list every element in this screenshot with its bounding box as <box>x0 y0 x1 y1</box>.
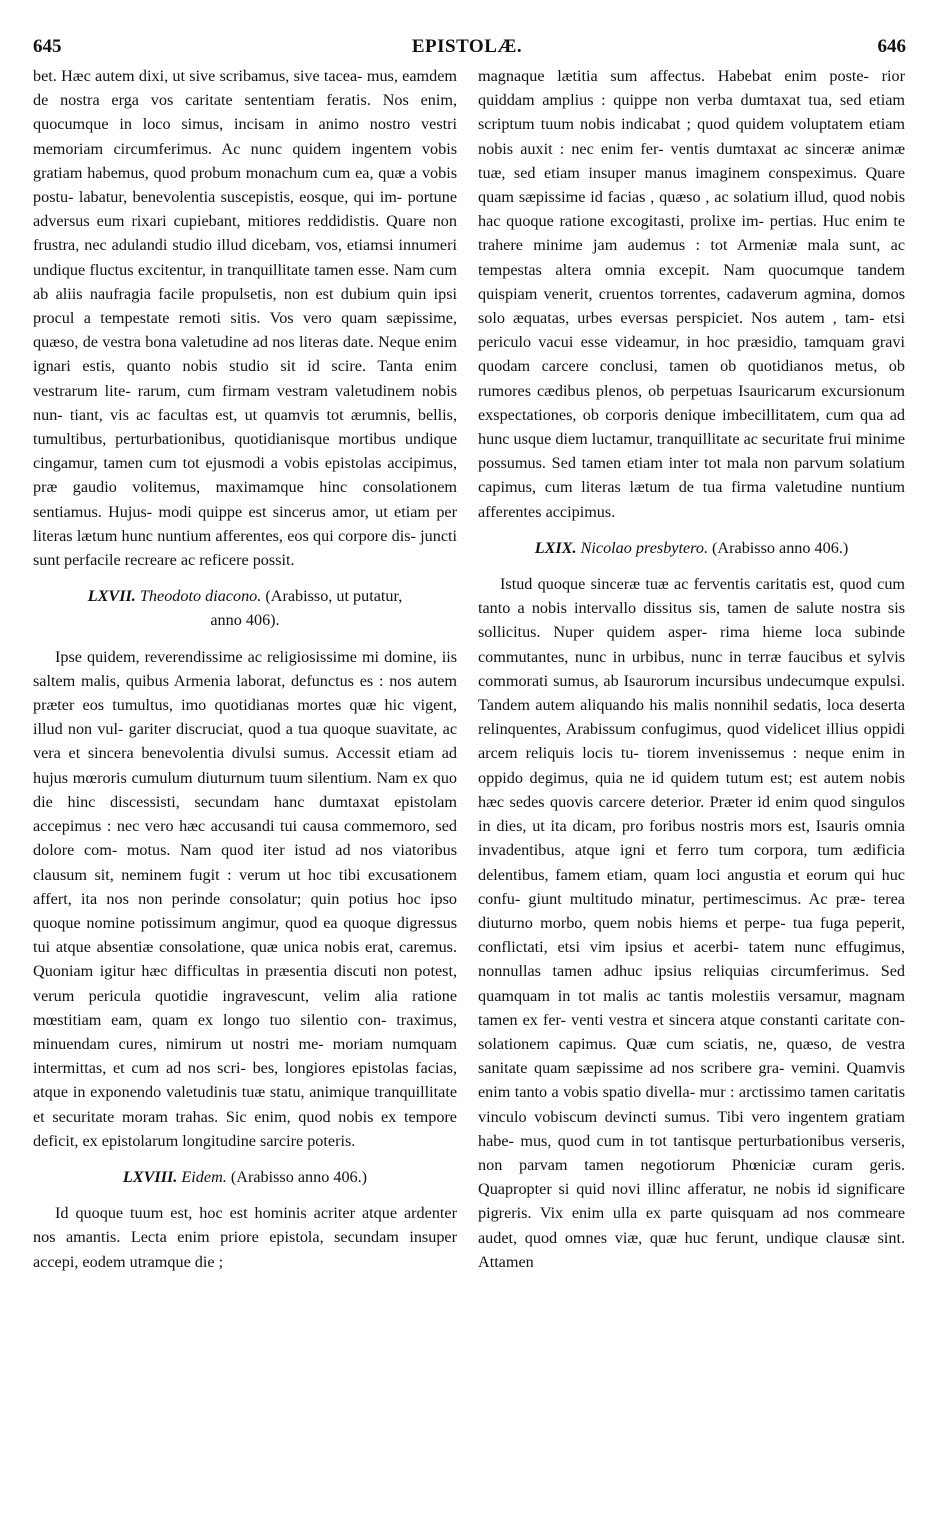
text-line: rarum, cum firmam vestram valetudinem nobis nun- <box>33 381 458 424</box>
text-line: gariter discruciat, quod a tua quoque suavitate, ac <box>128 720 458 739</box>
text-line: Id quoque tuum est, hoc est hominis acriter atque <box>55 1204 398 1223</box>
text-line: accipimus. <box>545 502 616 521</box>
text-line: quod probum monachum cum ea, quæ a vobis postu- <box>33 163 458 207</box>
text-line: rior quiddam amplius : quippe non verba dumtaxat <box>478 67 905 110</box>
text-line: illud dicebam, vos, etiamsi innumeri undique fluctus <box>33 236 457 279</box>
text-line: loca deserta relinquentes, Arabissum confugimus, <box>478 696 905 739</box>
text-line: reliquias circumferimus. Sed quamquam in tot malis <box>478 962 905 1005</box>
text-line: rima hieme loca subinde commutantes, nunc in <box>478 623 905 666</box>
letter-date: (Arabisso anno 406.) <box>712 538 849 557</box>
text-line: Istud quoque sinceræ tuæ ac ferventis caritatis est, <box>500 575 835 594</box>
running-title: EPISTOLÆ. <box>411 36 523 57</box>
text-line: ob corporis denique imbecillitatem, cum qua ad hunc <box>478 405 906 449</box>
text-line: tua fuga peperit, conflictati, etsi vim ipsius et acerbi- <box>478 913 906 957</box>
text-line: feratis. Nos enim, quocumque in loco simus, incisam <box>33 91 457 134</box>
text-line: vera et sincera benevolentia divulsi sumus. Accessit <box>33 744 391 763</box>
text-line: nobis hac quoque ratione excogitasti, prolixe im- <box>478 188 906 231</box>
text-line: quotidianos metus, ob rumores cædibus plenos, ob <box>478 357 905 400</box>
heading-letter-67 <box>33 584 457 632</box>
letter-date: (Arabisso anno 406.) <box>230 1167 368 1186</box>
text-line: difficultas in præsentia discuti non potest, verum <box>33 962 458 1005</box>
text-line: æquatas, urbes eversas perspiciet. Nos autem , tam- <box>513 309 875 328</box>
text-line: quia ne id quidem tutum est; est autem nobis hæc <box>478 768 905 811</box>
text-line: maximamque hinc consolationem sentiamus. Hujus- <box>33 478 458 521</box>
text-line: vemini. Quamvis enim tanto a vobis spatio divella- <box>478 1059 906 1102</box>
text-line: etsi periculo vacui esse videamur, in hoc præsidio, <box>478 309 906 352</box>
text-line: tiant, vis ac facultas est, ut quamvis tot ærumnis, <box>69 405 411 424</box>
text-line: ventis dumtaxat ac sinceræ animæ tuæ, sed etiam <box>478 139 906 182</box>
text-line: Tandem autem aliquando his malis nonnihil sedatis, <box>478 696 822 715</box>
text-line: quotidianas mortes quæ hic vigent, illud non vul- <box>33 696 457 739</box>
letter-number: LXIX. <box>534 538 577 557</box>
text-line: quod videlicet illius oppidi arcem reliquis locis tu- <box>478 720 905 763</box>
text-line: ad nos literas date. Neque enim ignari estis, quanto <box>33 333 457 376</box>
text-line: magnaque lætitia sum affectus. Habebat enim poste- <box>478 67 869 85</box>
text-line: de salute nostra sis sollicitus. Nuper quidem asper- <box>478 599 906 642</box>
text-line: moriam numquam intermittas, et cum ad nos scri- <box>33 1034 458 1078</box>
text-line: tot Armeniæ mala sunt, ac tempestas altera omnia <box>478 236 905 279</box>
text-line: bellis, tumultibus, perturbationibus, quotidianisque <box>33 405 458 449</box>
text-line: affert, ita nos non perinde consolatur; quin potius <box>33 889 389 908</box>
text-line: Ipse quidem, reverendissime ac religiosissime mi <box>55 647 380 666</box>
text-line: venti vestra et sincera atque constanti caritate con- <box>571 1010 906 1029</box>
page-number-right: 646 <box>877 36 906 57</box>
text-line: hoc ipso quoque nomine potissimum angimur, quod <box>33 889 458 932</box>
text-line: tua, sed etiam scriptum tuum nobis indicabat ; quod <box>478 91 905 134</box>
letter-recipient: Eidem. <box>181 1167 227 1186</box>
text-line: quæ unica nobis erat, caremus. Quoniam igitur hæc <box>33 938 458 981</box>
text-line: sæpissime id facias , quæso , ac solatium illud, quod <box>518 188 866 207</box>
text-line: urbibus, nunc in terræ faucibus et sylvis commorati <box>478 647 905 690</box>
text-line: ab aliis naufragia facile propulsetis, non est dubium <box>33 284 391 303</box>
text-line: verseris, non parvam tamen negotiorum Phœniciæ <box>478 1131 906 1174</box>
text-line: Ac nunc quidem ingentem vobis gratiam habemus, <box>33 139 458 182</box>
text-line: quod cum tanto a nobis intervallo dissitus sis, tamen <box>478 575 906 618</box>
text-line: poteris. <box>307 1131 356 1150</box>
text-line: accusandi tui causa commemoro, sed dolore com- <box>33 817 457 860</box>
text-line: mœstitiam eam, quam ex longo tuo silentio con- <box>33 1010 387 1029</box>
text-line: parte quisquam ad nos commeare audet, quod omnes <box>478 1204 906 1247</box>
paragraph-letter-69 <box>478 572 905 1274</box>
text-line: lætum hunc nuntium afferentes, eos qui corpore dis- <box>76 526 416 545</box>
letter-recipient: Theodoto diacono. <box>139 587 262 606</box>
text-line: secundam insuper accepi, eodem utramque die ; <box>33 1228 457 1271</box>
text-line: silentium. Nam ex quo die hinc discessisti, secundam <box>33 768 458 811</box>
paragraph-letter-67 <box>33 645 457 1153</box>
text-line: excitentur, in tranquillitate tamen esse. Nam cum <box>137 260 457 279</box>
text-line: ea quoque digressus tui atque absentiæ consolatione, <box>33 913 458 957</box>
text-line: hanc dumtaxat epistolam accepimus : nec vero hæc <box>33 792 458 836</box>
text-line: etiam, quam loci angustia et eorum qui huc confu- <box>478 865 905 908</box>
text-line: usque diem luctamur, tranquillitate ac securitate <box>513 430 825 449</box>
running-header <box>0 36 934 66</box>
text-line: securitate moram trahas. Sic enim, quod nobis ex <box>52 1107 397 1126</box>
text-line: tempore deficit, ex epistolarum longitudine sarcire <box>33 1107 457 1150</box>
text-line: ne nobis id significare pigreris. Vix enim ulla ex <box>478 1180 905 1223</box>
text-line: a vobis epistolas accipimus, præ gaudio volitemus, <box>33 454 458 497</box>
text-line: quidem voluptatem etiam nobis auxit : nec enim fer- <box>478 115 906 158</box>
text-line: curam geris. Quapropter si quid novi illinc afferatur, <box>478 1155 905 1199</box>
text-line: mur : arctissimo tamen caritatis vinculo vobiscum <box>478 1083 906 1126</box>
text-line: labatur, benevolentia suscepistis, eosque, qui im- <box>78 188 403 207</box>
text-line: terea diuturno morbo, quem nobis hiems et perpe- <box>478 889 905 932</box>
paragraph-letter-66-end <box>33 64 457 572</box>
letter-number: LXVIII. <box>122 1167 178 1186</box>
text-line: reddidistis. Quare non frustra, nec adulandi studio <box>33 212 457 255</box>
text-line: portune adversus eum rixari cupiebant, mitiores <box>33 188 458 231</box>
text-line: tamquam gravi quodam carcere conclusi, tamen ob <box>478 333 905 376</box>
text-line: frui minime possumus. Sed tamen etiam inter tot <box>478 430 906 473</box>
letter-recipient: Nicolao presbytero. <box>580 538 708 557</box>
text-line: viæ, quæ huc ferunt, undique clausæ sint. Attamen <box>478 1228 906 1271</box>
text-line: in animo nostro vestri memoriam circumferimus. <box>33 115 458 158</box>
text-line: quin ipsi procul a tempestate remoti sitis. Vos vero <box>33 284 458 328</box>
paragraph-letter-68 <box>33 1201 457 1274</box>
letter-date-cont: anno 406). <box>210 611 280 630</box>
paragraph-letter-68-cont <box>478 64 905 524</box>
text-line: lætum de tua firma valetudine nuntium afferentes <box>478 478 906 521</box>
text-line: devincti sumus. Tibi vero ingentem gratiam habe- <box>478 1107 906 1150</box>
text-line: ardenter nos amantis. Lecta enim priore epistola, <box>33 1204 458 1247</box>
text-line: bes, longiores epistolas facias, atque in exponendo <box>33 1059 457 1102</box>
text-line: excepit. Nam quocumque tandem quispiam venerit, <box>478 260 906 303</box>
letter-date: (Arabisso, ut putatur, <box>265 587 403 606</box>
text-line: etiam ad hujus mœroris cumulum diuturnum tuum <box>33 744 457 787</box>
text-line: pertias. Huc enim te trahere minime jam audemus : <box>478 212 906 255</box>
text-line: mus, quod cum in tot tantisque perturbationibus <box>520 1131 845 1150</box>
text-line: quam sæpissime, quæso, de vestra bona valetudine <box>33 309 457 352</box>
text-line: mors est, Isauris omnia invadentibus, atque igni et <box>478 817 905 860</box>
text-line: mortibus undique cingamur, tamen cum tot ejusmodi <box>33 430 458 473</box>
text-line: insuper manus imaginem conspeximus. Quare quam <box>478 163 905 207</box>
text-line: giunt multitudo minatur, pertimescimus. Ac præ- <box>528 889 866 908</box>
text-line: solationem capimus. Quæ cum sciatis, ne, quæso, de <box>478 1034 857 1053</box>
text-line: perpetuas Isauricarum excursionum exspectationes, <box>478 381 905 424</box>
text-line: juncti sunt perfacile recreare ac reficere possit. <box>33 526 458 570</box>
text-line: traximus, minuendam cures, nimirum ut nostri me- <box>33 1010 458 1053</box>
text-line: domine, iis saltem malis, quibus Armenia laborat, <box>33 647 457 690</box>
text-line: tiorem invenissemus : neque enim in oppido degimus, <box>478 744 906 787</box>
text-line: tatem nunc effugimus, nonnullas tamen adhuc ipsius <box>478 938 906 981</box>
text-line: nobis studio sit id scire. Tanta enim vestrarum lite- <box>33 357 458 400</box>
text-line: singulos in dies, ut ita dicam, pro foribus nostris <box>478 792 905 836</box>
text-line: ferro tum corpora, tum ædificia delentibus, famem <box>478 841 905 884</box>
text-line: sumus, ab Isaurorum incursibus undecumque expulsi. <box>553 671 906 690</box>
left-column <box>33 64 457 1274</box>
heading-letter-69 <box>478 536 905 560</box>
text-line: mala non parvum solatium capimus, cum literas <box>478 454 905 497</box>
letter-number: LXVII. <box>87 587 136 606</box>
text-line: valetudinis tuæ statu, animique tranquillitate et <box>33 1083 457 1126</box>
text-line: pericula quotidie ingravescunt, velim alia ratione <box>88 986 458 1005</box>
heading-letter-68 <box>33 1165 457 1189</box>
text-line: ac tantis molestiis versamur, magnam tamen ex fer- <box>478 986 906 1029</box>
text-line: cruentos torrentes, cadaverum agmina, domos solo <box>478 284 906 328</box>
text-line: modi quippe est sincerus amor, ut etiam per literas <box>33 502 458 545</box>
right-column <box>478 64 905 1274</box>
text-line: defunctus es : nos autem præter eos tumultus, imo <box>33 671 458 715</box>
text-line: sedes quovis carcere deterior. Præter id enim quod <box>509 792 846 811</box>
page-number-left: 645 <box>33 36 62 57</box>
text-line: mus, eamdem de nostra erga vos caritate sententiam <box>33 67 458 110</box>
text-line: vestra sanitate quam sæpissime ad nos scribere gra- <box>478 1034 906 1078</box>
text-line: sit, neminem fugit : verum ut hoc tibi excusationem <box>94 865 457 884</box>
text-line: bet. Hæc autem dixi, ut sive scribamus, sive tacea- <box>33 67 363 85</box>
text-line: motus. Nam quod iter istud ad nos viatoribus clausum <box>33 841 457 884</box>
